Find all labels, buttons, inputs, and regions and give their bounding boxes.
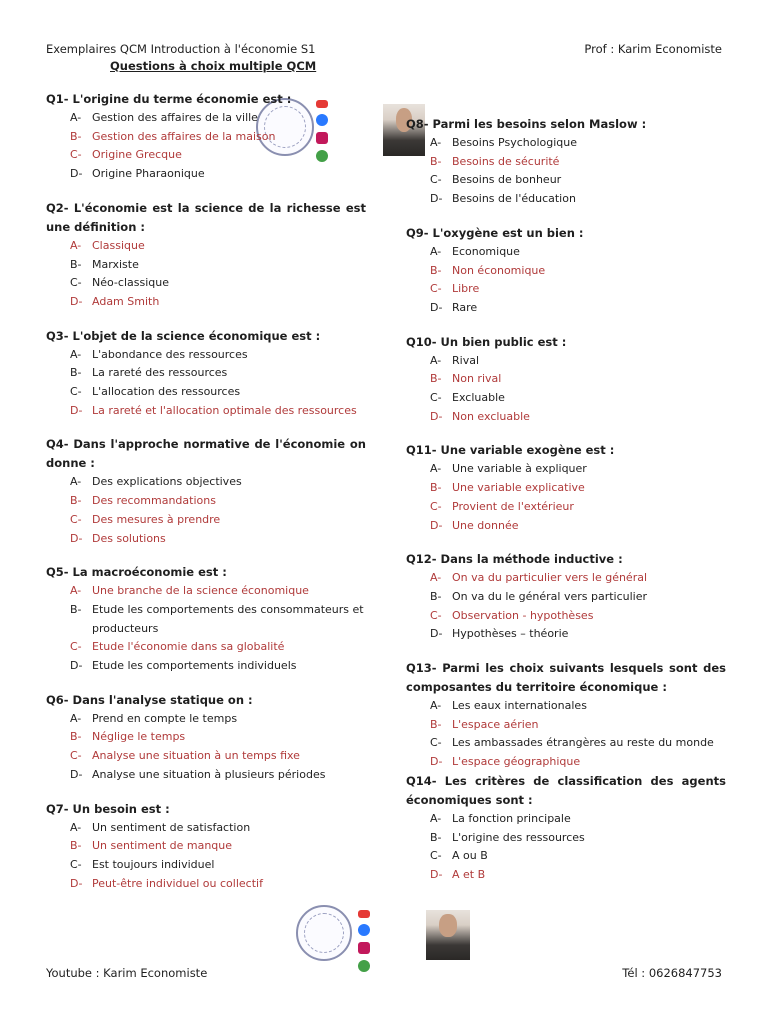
right-column bbox=[406, 115, 726, 885]
option-d: D- L'espace géographique bbox=[430, 755, 581, 769]
option-a: A- Prend en compte le temps bbox=[70, 711, 238, 725]
option-d: D- A et B bbox=[430, 867, 486, 881]
option-b: B- Besoins de sécurité bbox=[430, 154, 560, 168]
question-title: Q2- L'économie est la science de la richesse est une définition : bbox=[46, 200, 366, 234]
question-3 bbox=[46, 327, 366, 421]
question-title: Q1- L'origine du terme économie est : bbox=[46, 92, 292, 106]
question-title: Q11- Une variable exogène est : bbox=[406, 443, 615, 458]
option-c: C- Etude l'économie dans sa globalité bbox=[70, 640, 285, 654]
question-title: Q9- L'oxygène est un bien : bbox=[406, 225, 584, 240]
option-b: B- Gestion des affaires de la maison bbox=[70, 129, 276, 143]
option-d: D- Besoins de l'éducation bbox=[430, 192, 576, 206]
option-c: C- Besoins de bonheur bbox=[430, 173, 562, 187]
page-subtitle: Questions à choix multiple QCM bbox=[110, 59, 317, 73]
option-a: A- Besoins Psychologique bbox=[430, 136, 578, 149]
option-d: D- Origine Pharaonique bbox=[70, 167, 205, 181]
option-a: A- Economique bbox=[430, 244, 520, 258]
option-d: D- Une donnée bbox=[430, 518, 519, 532]
question-14 bbox=[406, 772, 726, 885]
watermark-stamp-logo bbox=[296, 905, 352, 961]
question-9 bbox=[406, 224, 726, 318]
option-b: B- Un sentiment de manque bbox=[70, 839, 233, 853]
option-b: B- L'espace aérien bbox=[430, 717, 539, 731]
author-name: Prof : Karim Economiste bbox=[584, 42, 722, 56]
question-1 bbox=[46, 90, 366, 184]
question-13 bbox=[406, 659, 726, 772]
question-11 bbox=[406, 441, 726, 535]
question-title: Q7- Un besoin est : bbox=[46, 801, 170, 816]
option-c: C- A ou B bbox=[430, 849, 488, 863]
option-c: C- Origine Grecque bbox=[70, 148, 182, 162]
question-10 bbox=[406, 333, 726, 427]
question-12 bbox=[406, 550, 726, 644]
option-a: A- On va du particulier vers le général bbox=[430, 571, 648, 585]
option-d: D- Analyse une situation à plusieurs périodes bbox=[70, 767, 326, 781]
option-b: B- Néglige le temps bbox=[70, 730, 186, 744]
question-6 bbox=[46, 691, 366, 785]
option-b: B- Une variable explicative bbox=[430, 481, 585, 495]
option-a: A- L'abondance des ressources bbox=[70, 347, 248, 361]
left-column bbox=[46, 90, 366, 893]
option-b: B- La rareté des ressources bbox=[70, 366, 228, 380]
youtube-icon bbox=[358, 910, 370, 918]
question-title: Q6- Dans l'analyse statique on : bbox=[46, 692, 253, 707]
question-title: Q10- Un bien public est : bbox=[406, 334, 567, 349]
option-d: D- Etude les comportements individuels bbox=[70, 659, 297, 673]
question-5 bbox=[46, 563, 366, 676]
option-d: D- Peut-être individuel ou collectif bbox=[70, 876, 263, 890]
option-d: D- Hypothèses – théorie bbox=[430, 627, 569, 641]
question-title: Q5- La macroéconomie est : bbox=[46, 565, 227, 580]
option-a: A- Classique bbox=[70, 238, 145, 252]
question-title: Q14- Les critères de classification des agents économiques sont : bbox=[406, 773, 726, 807]
option-d: D- Des solutions bbox=[70, 531, 166, 545]
option-b: B- L'origine des ressources bbox=[430, 830, 585, 844]
question-title: Q4- Dans l'approche normative de l'économie on donne : bbox=[46, 437, 366, 471]
option-b: B- Etude les comportements des consommateurs et producteurs bbox=[70, 602, 364, 635]
option-a: A- La fonction principale bbox=[430, 811, 571, 825]
option-c: C- Analyse une situation à un temps fixe bbox=[70, 749, 300, 763]
option-a: A- Une variable à expliquer bbox=[430, 462, 587, 476]
question-title: Q8- Parmi les besoins selon Maslow : bbox=[406, 117, 647, 131]
document-title: Exemplaires QCM Introduction à l'économie S1 bbox=[46, 42, 316, 56]
question-2 bbox=[46, 199, 366, 312]
option-d: D- Rare bbox=[430, 300, 478, 314]
option-d: D- Non excluable bbox=[430, 409, 530, 423]
question-4 bbox=[46, 435, 366, 548]
author-photo bbox=[426, 910, 470, 960]
option-a: A- Une branche de la science économique bbox=[70, 584, 309, 598]
option-c: C- Provient de l'extérieur bbox=[430, 499, 574, 513]
facebook-icon bbox=[358, 924, 370, 936]
phone-number: Tél : 0626847753 bbox=[622, 966, 722, 980]
youtube-channel: Youtube : Karim Economiste bbox=[46, 966, 208, 980]
option-c: C- Des mesures à prendre bbox=[70, 512, 221, 526]
option-c: C- L'allocation des ressources bbox=[70, 385, 241, 399]
option-a: A- Gestion des affaires de la ville bbox=[70, 111, 258, 124]
question-title: Q13- Parmi les choix suivants lesquels sont des composantes du territoire économique : bbox=[406, 661, 726, 695]
question-8 bbox=[406, 115, 726, 209]
option-c: C- Les ambassades étrangères au reste du monde bbox=[430, 736, 714, 750]
page-header bbox=[46, 42, 722, 60]
option-d: D- Adam Smith bbox=[70, 294, 160, 308]
question-7 bbox=[46, 800, 366, 894]
option-c: C- Observation - hypothèses bbox=[430, 608, 594, 622]
option-b: B- On va du le général vers particulier bbox=[430, 589, 648, 603]
whatsapp-icon bbox=[358, 960, 370, 972]
option-c: C- Libre bbox=[430, 282, 480, 296]
option-a: A- Les eaux internationales bbox=[430, 699, 587, 713]
question-title: Q3- L'objet de la science économique est : bbox=[46, 328, 321, 343]
instagram-icon bbox=[358, 942, 370, 954]
option-b: B- Non rival bbox=[430, 372, 502, 386]
question-title: Q12- Dans la méthode inductive : bbox=[406, 552, 623, 567]
option-b: B- Non économique bbox=[430, 263, 546, 277]
option-c: C- Est toujours individuel bbox=[70, 857, 215, 871]
option-c: C- Néo-classique bbox=[70, 276, 169, 290]
option-d: D- La rareté et l'allocation optimale des ressources bbox=[70, 403, 357, 417]
option-a: A- Un sentiment de satisfaction bbox=[70, 820, 251, 834]
social-icons bbox=[358, 910, 372, 978]
option-b: B- Marxiste bbox=[70, 257, 139, 271]
option-b: B- Des recommandations bbox=[70, 494, 216, 508]
option-a: A- Des explications objectives bbox=[70, 475, 242, 489]
option-c: C- Excluable bbox=[430, 391, 505, 405]
option-a: A- Rival bbox=[430, 353, 480, 367]
